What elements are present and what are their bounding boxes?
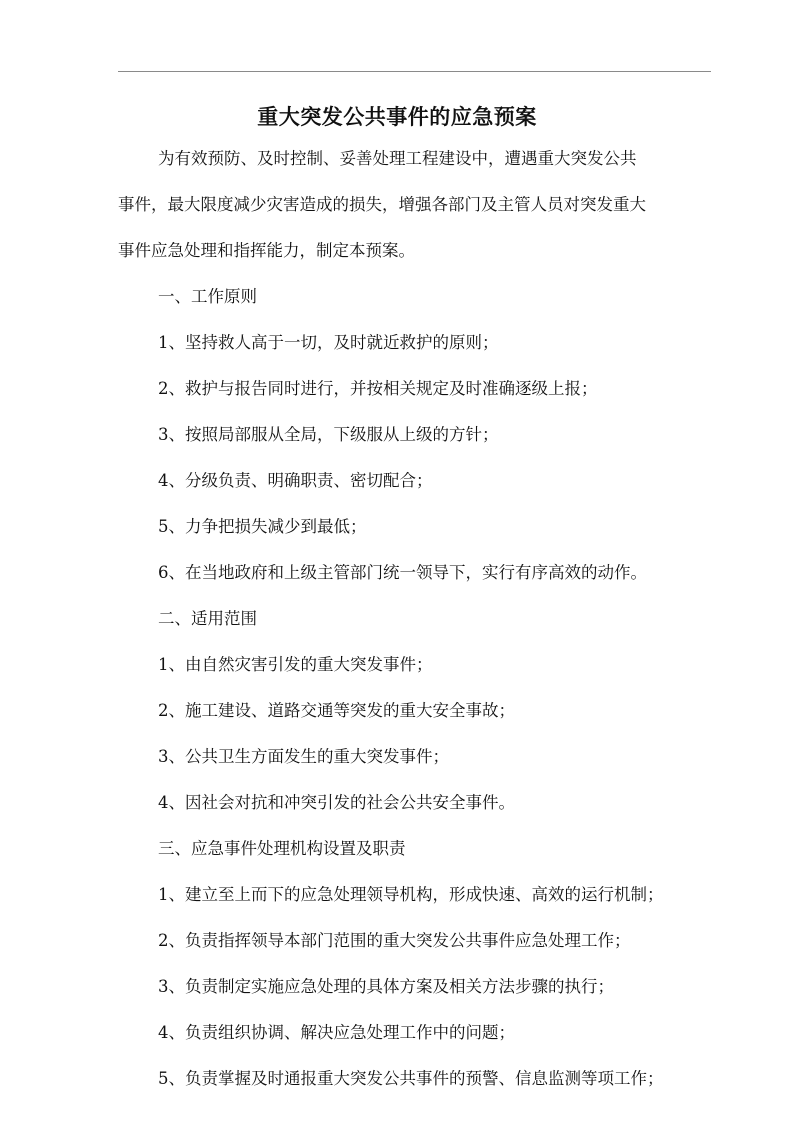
intro-line-2: 事件，最大限度减少灾害造成的损失，增强各部门及主管人员对突发重大: [118, 195, 646, 214]
list-item: 2、负责指挥领导本部门范围的重大突发公共事件应急处理工作；: [158, 931, 631, 950]
list-item: 6、在当地政府和上级主管部门统一领导下，实行有序高效的动作。: [158, 563, 647, 582]
section-heading-scope: 二、适用范围: [158, 609, 257, 628]
list-item: 1、坚持救人高于一切，及时就近救护的原则；: [158, 333, 499, 352]
list-item: 2、救护与报告同时进行，并按相关规定及时准确逐级上报；: [158, 379, 598, 398]
document-body: [118, 145, 718, 1111]
section-heading-principles: 一、工作原则: [158, 287, 257, 306]
section-heading-organization: 三、应急事件处理机构设置及职责: [158, 839, 406, 858]
intro-line-3: 事件应急处理和指挥能力，制定本预案。: [118, 241, 415, 260]
list-item: 4、分级负责、明确职责、密切配合；: [158, 471, 433, 490]
list-item: 3、公共卫生方面发生的重大突发事件；: [158, 747, 449, 766]
list-item: 4、因社会对抗和冲突引发的社会公共安全事件。: [158, 793, 515, 812]
list-item: 5、负责掌握及时通报重大突发公共事件的预警、信息监测等项工作；: [158, 1069, 664, 1088]
list-item: 2、施工建设、道路交通等突发的重大安全事故；: [158, 701, 515, 720]
list-item: 3、按照局部服从全局，下级服从上级的方针；: [158, 425, 499, 444]
list-item: 4、负责组织协调、解决应急处理工作中的问题；: [158, 1023, 515, 1042]
list-item: 1、建立至上而下的应急处理领导机构，形成快速、高效的运行机制；: [158, 885, 664, 904]
list-item: 1、由自然灾害引发的重大突发事件；: [158, 655, 433, 674]
intro-line-1: 为有效预防、及时控制、妥善处理工程建设中，遭遇重大突发公共: [158, 149, 637, 168]
list-item: 3、负责制定实施应急处理的具体方案及相关方法步骤的执行；: [158, 977, 614, 996]
header-rule: [118, 71, 711, 72]
list-item: 5、力争把损失减少到最低；: [158, 517, 367, 536]
document-title: 重大突发公共事件的应急预案: [257, 104, 537, 129]
